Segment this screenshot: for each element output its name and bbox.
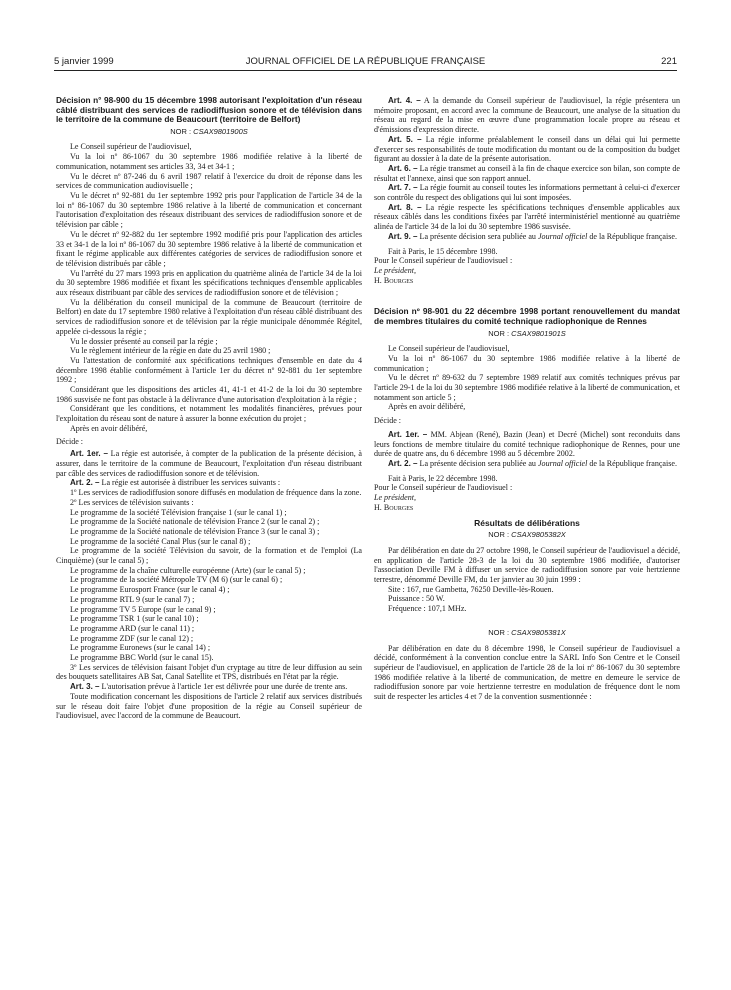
nor-code: CSAX9801900S [193, 126, 248, 136]
nor-code: CSAX9805381X [511, 627, 566, 637]
decision-901-nor [374, 329, 680, 339]
article-text: L'autorisation prévue à l'article 1er est délivrée pour une durée de trente ans. [99, 682, 348, 692]
decision-900-recitals [56, 142, 362, 433]
results-nor-2 [374, 628, 680, 638]
recital-paragraph: Vu la loi nº 86-1067 du 30 septembre 1986 modifiée relative à la liberté de communication, notamment ses articles 33, 34 et 34-1 ; [56, 152, 362, 171]
recital-paragraph: Après en avoir délibéré, [388, 402, 466, 412]
recital-paragraph: Le Conseil supérieur de l'audiovisuel, [70, 142, 192, 152]
decide-heading: Décide : [374, 416, 402, 426]
article-text: La régie est autorisée à distribuer les services suivants : [99, 478, 281, 488]
article-label: Art. 5. – [388, 134, 422, 144]
service-list-item: Le programme BBC World (sur le canal 15). [70, 653, 214, 663]
fait-a-paris-2: Fait à Paris, le 22 décembre 1998. [388, 473, 498, 483]
recital-paragraph: Vu le décret nº 92-882 du 1er septembre 1992 modifié pris pour l'application des articles 33 et 34-1 de la loi nº 86-1067 du 30 septembre 1986 relative à la liberté de communication et fixant le régime applicable aux différentes catégories de services de radiodiffusion sonore et de télévision distribués par câble ; [56, 229, 362, 268]
article-text: La présente décision sera publiée au [417, 458, 538, 468]
signature-role: Le président, [374, 265, 417, 275]
header-journal-title: JOURNAL OFFICIEL DE LA RÉPUBLIQUE FRANÇAISE [245, 56, 486, 67]
article-4 [374, 96, 680, 135]
service-list-item: Le programme de la chaîne culturelle européenne (Arte) (sur le canal 5) ; [70, 565, 306, 575]
article-text: A la demande du Conseil supérieur de l'audiovisuel, la régie présentera un mémoire proposant, en accord avec la commune de Beaucourt, une analyse de la situation du réseau au regard de la mise en œuvre d'une programmation locale propre au réseau et d'émissions d'expression directe. [374, 96, 680, 135]
nor-code: CSAX9801901S [511, 328, 566, 338]
page-header [54, 56, 677, 70]
services-list [56, 488, 362, 682]
recital-paragraph: Vu l'attestation de conformité aux spécifications techniques d'ensemble en date du 4 décembre 1998 établie conformément à l'article 1er du décret nº 92-881 du 1er septembre 1992 ; [56, 355, 362, 385]
result-2-text: Par délibération en date du 8 décembre 1998, le Conseil supérieur de l'audiovisuel a décidé, conformément à la convention conclue entre la SARL Info Son Centre et le Conseil supérieur de l'audiovisuel, en application de l'article 28 de la loi nº 86-1067 du 30 septembre 1986 modifiée relative à la liberté de communication, de mettre en demeure le service de radiodiffusion sonore par voie hertzienne terrestre en modulation de fréquence dont le nom suit de respecter les articles 4 et 7 de la convention susmentionnée : [374, 643, 680, 702]
article-text: La présente décision sera publiée au [417, 231, 538, 241]
article-text: de la République française. [587, 231, 677, 241]
article-label: Art. 2. – [388, 458, 418, 468]
results-nor-1 [374, 530, 680, 540]
left-column [56, 96, 362, 721]
article-9 [374, 232, 680, 242]
recital-paragraph: Considérant que les dispositions des articles 41, 41-1 et 41-2 de la loi du 30 septembre 1986 susvisée ne font pas obstacle à la délivrance d'une autorisation d'exploitation à la régie ; [56, 385, 362, 404]
nor-label: NOR : [488, 530, 510, 540]
nor-label: NOR : [488, 627, 510, 637]
article-label: Art. 4. – [388, 96, 421, 105]
recital-paragraph: Vu le décret nº 92-881 du 1er septembre 1992 pris pour l'application de l'article 34 de la loi nº 86-1067 du 30 septembre 1986 relative à la liberté de communication et concernant l'autorisation d'exploitation des réseaux distribuant des services de radiodiffusion sonore et de télévision par câble ; [56, 191, 362, 230]
journal-name: Journal officiel [537, 458, 588, 468]
result-1-frequency: Fréquence : 107,1 MHz. [388, 604, 467, 614]
header-rule [54, 70, 677, 71]
d2-article-1 [374, 430, 680, 459]
decision-900-nor [56, 127, 362, 137]
recital-paragraph: Vu le dossier présenté au conseil par la régie ; [70, 336, 218, 346]
service-list-item: 1º Les services de radiodiffusion sonore diffusés en modulation de fréquence dans la zone. [70, 488, 362, 498]
header-date: 5 janvier 1999 [54, 56, 114, 67]
service-list-item: Le programme de la société Télévision française 1 (sur le canal 1) ; [70, 507, 287, 517]
decide-heading: Décide : [56, 436, 84, 446]
recital-paragraph: Vu la loi nº 86-1067 du 30 septembre 1986 modifiée relative à la liberté de communication ; [374, 353, 680, 373]
article-1 [56, 449, 362, 478]
article-text: La régie fournit au conseil toutes les informations permettant à celui-ci d'exercer son contrôle du respect des obligations qui lui sont imposées. [374, 183, 680, 203]
nor-code: CSAX9805382X [511, 530, 566, 540]
recital-paragraph: Après en avoir délibéré, [70, 423, 148, 433]
article-5 [374, 135, 680, 164]
decision-901-recitals [374, 344, 680, 412]
recital-paragraph: Vu le décret nº 87-246 du 6 avril 1987 relatif à l'exercice du droit de réponse dans les services de communication audiovisuelle ; [56, 171, 362, 191]
result-1-power: Puissance : 50 W. [388, 594, 445, 604]
article-text: La régie est autorisée, à compter de la publication de la présente décision, à assurer, dans le territoire de la commune de Beaucourt, l'exploitation d'un réseau distribuant par câble des services de radiodiffusion sonore et de télévision. [56, 449, 362, 478]
header-page-number: 221 [661, 56, 677, 67]
service-list-item: Le programme ZDF (sur le canal 12) ; [70, 633, 194, 643]
article-3 [56, 682, 362, 692]
article-3-paragraph-2: Toute modification concernant les dispositions de l'article 2 relatif aux services distribués sur le réseau doit faire l'objet d'une proposition de la régie au Conseil supérieur de l'audiovisuel, avec l'accord de la commune de Beaucourt. [56, 691, 362, 721]
service-list-item: Le programme de la Société nationale de télévision France 3 (sur le canal 3) ; [70, 526, 320, 536]
signature-for: Pour le Conseil supérieur de l'audiovisuel : [374, 256, 513, 266]
decision-901-title: Décision nº 98-901 du 22 décembre 1998 portant renouvellement du mandat de membres titulaires du comité technique radiophonique de Rennes [374, 306, 680, 326]
journal-name: Journal officiel [537, 231, 588, 241]
service-list-item: Le programme TSR 1 (sur le canal 10) ; [70, 614, 199, 624]
article-label: Art. 1er. – [388, 429, 428, 439]
d2-article-2 [374, 459, 680, 469]
result-1-site: Site : 167, rue Gambetta, 76250 Deville-lès-Rouen. [388, 584, 554, 594]
service-list-item: 2º Les services de télévision suivants : [70, 497, 194, 507]
service-list-item: Le programme de la Société nationale de télévision France 2 (sur le canal 2) ; [70, 517, 320, 527]
fait-a-paris-1: Fait à Paris, le 15 décembre 1998. [388, 246, 498, 256]
article-text: de la République française. [587, 458, 677, 468]
service-list-item: Le programme de la société Canal Plus (sur le canal 8) ; [70, 536, 251, 546]
recital-paragraph: Vu le règlement intérieur de la régie en date du 25 avril 1980 ; [70, 346, 271, 356]
recital-paragraph: Vu le décret nº 89-632 du 7 septembre 1989 relatif aux comités techniques prévus par l'article 29-1 de la loi du 30 septembre 1986 modifiée relative à la liberté de communication, et notamment son article 5 ; [374, 373, 681, 402]
article-text: La régie informe préalablement le conseil dans un délai qui lui permette d'exercer ses responsabilités de toute modification du montant ou de la composition du budget figurant au dossier à la date de la présente autorisation. [374, 134, 680, 164]
recital-paragraph: Vu l'arrêté du 27 mars 1993 pris en application du quatrième alinéa de l'article 34 de la loi du 30 septembre 1986 modifiée et fixant les spécifications techniques d'ensemble applicables aux réseaux distribuant par câble des services de radiodiffusion sonore et de télévision ; [56, 268, 362, 298]
article-text: La régie transmet au conseil à la fin de chaque exercice son bilan, son compte de résultat et l'annexe, ainsi que son rapport annuel. [374, 163, 680, 183]
result-1-text: Par délibération en date du 27 octobre 1998, le Conseil supérieur de l'audiovisuel a décidé, en application de l'article 28-3 de la loi du 30 septembre 1986 modifiée, d'autoriser l'association Deville FM à diffuser un service de radiodiffusion sonore par voie hertzienne terrestre, dénommé Deville FM, du 1er janvier au 30 juin 1999 : [374, 545, 680, 585]
article-label: Art. 7. – [388, 183, 418, 193]
signature-name: H. Bourges [374, 502, 414, 512]
article-label: Art. 9. – [388, 231, 418, 241]
results-heading: Résultats de délibérations [474, 517, 580, 528]
recital-paragraph: Vu la délibération du conseil municipal de la commune de Beaucourt (territoire de Belfort) en date du 17 septembre 1980 relative à l'exploitation d'un réseau câblé distribuant des services de radiodiffusion sonore et de télévision par la régie municipale dénommée Régitel, appelée ci-dessous la régie ; [56, 297, 362, 336]
article-text: La régie respecte les spécifications techniques d'ensemble applicables aux réseaux câblés dans les conditions fixées par l'arrêté interministériel mentionné au quatrième alinéa de l'article 34 de la loi du 30 septembre 1986 susvisée. [374, 202, 680, 232]
service-list-item: Le programme Eurosport France (sur le canal 4) ; [70, 585, 230, 595]
article-8 [374, 203, 680, 232]
signature-role: Le président, [374, 493, 417, 503]
right-column [374, 96, 680, 702]
service-list-item: Le programme de la société Métropole TV (M 6) (sur le canal 6) ; [70, 575, 283, 585]
article-label: Art. 2. – [70, 478, 100, 488]
service-list-item: Le programme de la société Télévision du savoir, de la formation et de l'emploi (La Cinquième) (sur le canal 5) ; [56, 546, 362, 566]
recital-paragraph: Considérant que les conditions, et notamment les modalités financières, prévues pour l'exploitation du réseau sont de nature à assurer la bonne exécution du projet ; [56, 404, 362, 424]
recital-paragraph: Le Conseil supérieur de l'audiovisuel, [388, 344, 510, 354]
article-label: Art. 1er. – [70, 449, 108, 459]
signature-name: H. Bourges [374, 275, 414, 285]
article-2 [56, 478, 362, 488]
article-label: Art. 3. – [70, 682, 100, 692]
service-list-item: Le programme Euronews (sur le canal 14) ; [70, 643, 211, 653]
article-7 [374, 183, 680, 202]
signature-for: Pour le Conseil supérieur de l'audiovisuel : [374, 483, 513, 493]
service-list-item: Le programme ARD (sur le canal 11) ; [70, 623, 195, 633]
service-list-item: Le programme TV 5 Europe (sur le canal 9) ; [70, 604, 216, 614]
service-list-item: 3º Les services de télévision faisant l'objet d'un cryptage au titre de leur diffusion au sein des bouquets satellitaires AB Sat, Canal Satellite et TPS, distribués en l'état par la régie. [56, 662, 362, 682]
article-label: Art. 8. – [388, 202, 422, 212]
article-text: MM. Abjean (René), Bazin (Jean) et Decré (Michel) sont reconduits dans leurs fonctions de membre titulaire du comité technique radiophonique de Rennes, pour une durée de quatre ans, du 6 décembre 1998 au 5 décembre 2002. [374, 429, 680, 459]
service-list-item: Le programme RTL 9 (sur le canal 7) ; [70, 594, 195, 604]
nor-label: NOR : [170, 126, 192, 136]
nor-label: NOR : [488, 328, 510, 338]
article-6 [374, 164, 680, 183]
decision-900-title: Décision n° 98-900 du 15 décembre 1998 autorisant l'exploitation d'un réseau câblé distribuant des services de radiodiffusion sonore et de télévision dans le territoire de la commune de Beaucourt (territoire de Belfort) [56, 95, 362, 125]
article-label: Art. 6. – [388, 163, 418, 173]
